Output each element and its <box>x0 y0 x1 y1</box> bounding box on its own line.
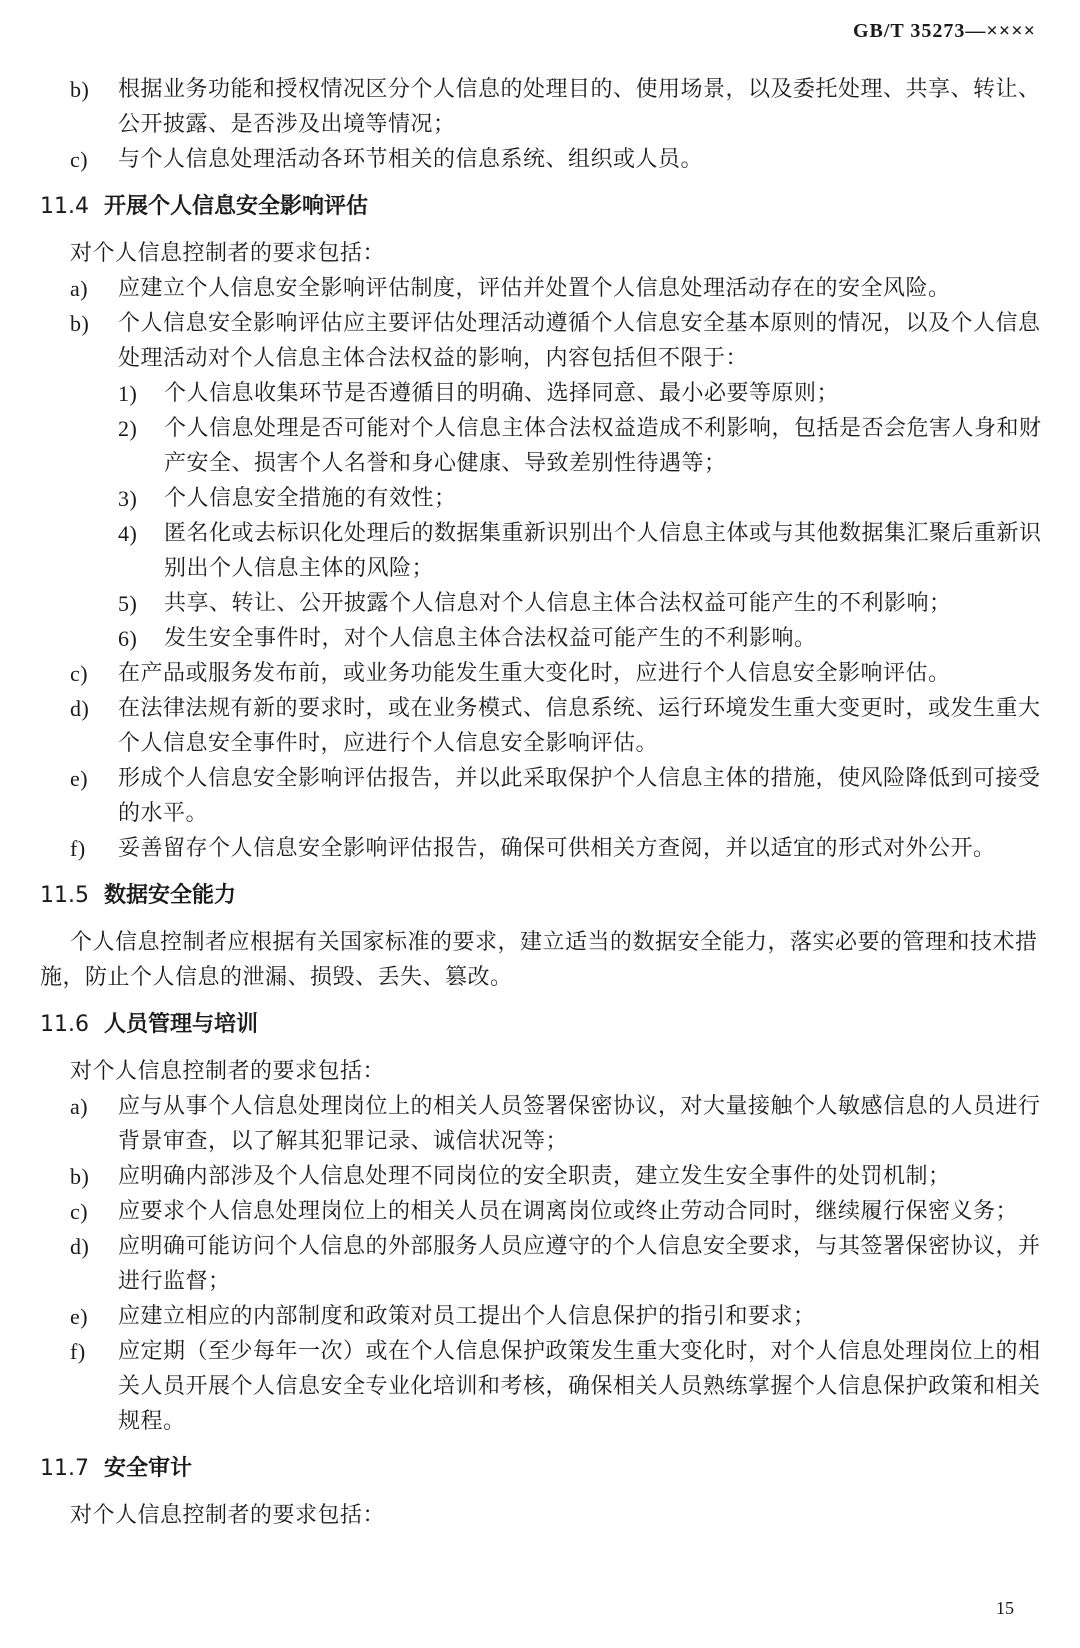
section-heading-11-4 <box>40 189 1046 224</box>
sub-list-item-text: 匿名化或去标识化处理后的数据集重新识别出个人信息主体或与其他数据集汇聚后重新识别出个人信息主体的风险； <box>164 521 1042 581</box>
sub-list-marker: 1) <box>118 381 138 406</box>
list-marker: f) <box>70 836 86 861</box>
list-item <box>40 1089 1046 1159</box>
section-lead: 对个人信息控制者的要求包括： <box>70 1059 386 1084</box>
list-item-text: 应明确内部涉及个人信息处理不同岗位的安全职责，建立发生安全事件的处罚机制； <box>118 1164 951 1189</box>
list-item <box>40 1194 1046 1229</box>
list-item <box>40 271 1046 306</box>
section-heading-11-5 <box>40 878 1046 913</box>
list-marker: e) <box>70 766 89 791</box>
section-lead: 对个人信息控制者的要求包括： <box>70 241 386 266</box>
list-marker: a) <box>70 1094 89 1119</box>
list-item-text: 应建立相应的内部制度和政策对员工提出个人信息保护的指引和要求； <box>118 1304 816 1329</box>
list-item-text: 应定期（至少每年一次）或在个人信息保护政策发生重大变化时，对个人信息处理岗位上的相关人员开展个人信息安全专业化培训和考核，确保相关人员熟练掌握个人信息保护政策和相关规程。 <box>118 1339 1041 1434</box>
list-item-text: 根据业务功能和授权情况区分个人信息的处理目的、使用场景，以及委托处理、共享、转让、公开披露、是否涉及出境等情况； <box>118 77 1041 137</box>
list-item <box>40 1229 1046 1299</box>
sub-list-item-text: 发生安全事件时，对个人信息主体合法权益可能产生的不利影响。 <box>164 626 817 651</box>
sub-list-item-text: 个人信息收集环节是否遵循目的明确、选择同意、最小必要等原则； <box>164 381 840 406</box>
list-item <box>40 656 1046 691</box>
section-title: 开展个人信息安全影响评估 <box>104 194 369 219</box>
list-item-text: 与个人信息处理活动各环节相关的信息系统、组织或人员。 <box>118 147 704 172</box>
list-item-text: 应要求个人信息处理岗位上的相关人员在调离岗位或终止劳动合同时，继续履行保密义务； <box>118 1199 1019 1224</box>
list-marker: f) <box>70 1339 86 1364</box>
sub-list-marker: 6) <box>118 626 138 651</box>
sub-list-item <box>40 621 1046 656</box>
list-marker: a) <box>70 276 89 301</box>
list-marker: c) <box>70 661 89 686</box>
list-item-text: 妥善留存个人信息安全影响评估报告，确保可供相关方查阅，并以适宜的形式对外公开。 <box>118 836 996 861</box>
list-item <box>40 306 1046 376</box>
list-item-text: 在产品或服务发布前，或业务功能发生重大变化时，应进行个人信息安全影响评估。 <box>118 661 951 686</box>
list-item <box>40 1334 1046 1439</box>
sub-list-marker: 5) <box>118 591 138 616</box>
section-number: 11.4 <box>40 194 89 219</box>
list-item <box>40 72 1046 142</box>
list-item <box>40 761 1046 831</box>
list-item-text: 在法律法规有新的要求时，或在业务模式、信息系统、运行环境发生重大变更时，或发生重大个人信息安全事件时，应进行个人信息安全影响评估。 <box>118 696 1041 756</box>
list-item <box>40 142 1046 177</box>
list-item <box>40 831 1046 866</box>
sub-list-item-text: 个人信息处理是否可能对个人信息主体合法权益造成不利影响，包括是否会危害人身和财产安全、损害个人名誉和身心健康、导致差别性待遇等； <box>164 416 1042 476</box>
list-item <box>40 691 1046 761</box>
list-marker: e) <box>70 1304 89 1329</box>
section-number: 11.7 <box>40 1456 89 1481</box>
document-code-header: GB/T 35273—×××× <box>852 20 1036 42</box>
sub-list-item-text: 个人信息安全措施的有效性； <box>164 486 457 511</box>
section-number: 11.6 <box>40 1012 89 1037</box>
list-item-text: 形成个人信息安全影响评估报告，并以此采取保护个人信息主体的措施，使风险降低到可接受的水平。 <box>118 766 1041 826</box>
list-item-text: 应与从事个人信息处理岗位上的相关人员签署保密协议，对大量接触个人敏感信息的人员进行背景审查，以了解其犯罪记录、诚信状况等； <box>118 1094 1041 1154</box>
list-marker: c) <box>70 1199 89 1224</box>
sub-list-item <box>40 411 1046 481</box>
sub-list-item-text: 共享、转让、公开披露个人信息对个人信息主体合法权益可能产生的不利影响； <box>164 591 952 616</box>
list-item-text: 个人信息安全影响评估应主要评估处理活动遵循个人信息安全基本原则的情况，以及个人信息处理活动对个人信息主体合法权益的影响，内容包括但不限于： <box>118 311 1041 371</box>
sub-list-item <box>40 376 1046 411</box>
list-marker: d) <box>70 1234 90 1259</box>
section-title: 人员管理与培训 <box>104 1012 259 1037</box>
list-item-text: 应明确可能访问个人信息的外部服务人员应遵守的个人信息安全要求，与其签署保密协议，并进行监督； <box>118 1234 1041 1294</box>
section-lead: 对个人信息控制者的要求包括： <box>70 1503 386 1528</box>
section-number: 11.5 <box>40 883 89 908</box>
sub-list-marker: 4) <box>118 521 138 546</box>
sub-list-item <box>40 586 1046 621</box>
list-item-text: 应建立个人信息安全影响评估制度，评估并处置个人信息处理活动存在的安全风险。 <box>118 276 951 301</box>
section-title: 安全审计 <box>104 1456 193 1481</box>
page-number: 15 <box>996 1598 1014 1618</box>
sub-list-marker: 3) <box>118 486 138 511</box>
section-body: 个人信息控制者应根据有关国家标准的要求，建立适当的数据安全能力，落实必要的管理和技术措施，防止个人信息的泄漏、损毁、丢失、篡改。 <box>40 930 1038 990</box>
section-title: 数据安全能力 <box>104 883 237 908</box>
section-heading-11-7 <box>40 1451 1046 1486</box>
list-marker: b) <box>70 77 90 102</box>
list-item <box>40 1159 1046 1194</box>
sub-list-marker: 2) <box>118 416 138 441</box>
list-marker: c) <box>70 147 89 172</box>
sub-list-item <box>40 481 1046 516</box>
list-marker: b) <box>70 1164 90 1189</box>
page-content <box>40 72 1046 1533</box>
sub-list-item <box>40 516 1046 586</box>
section-heading-11-6 <box>40 1007 1046 1042</box>
list-item <box>40 1299 1046 1334</box>
list-marker: d) <box>70 696 90 721</box>
list-marker: b) <box>70 311 90 336</box>
